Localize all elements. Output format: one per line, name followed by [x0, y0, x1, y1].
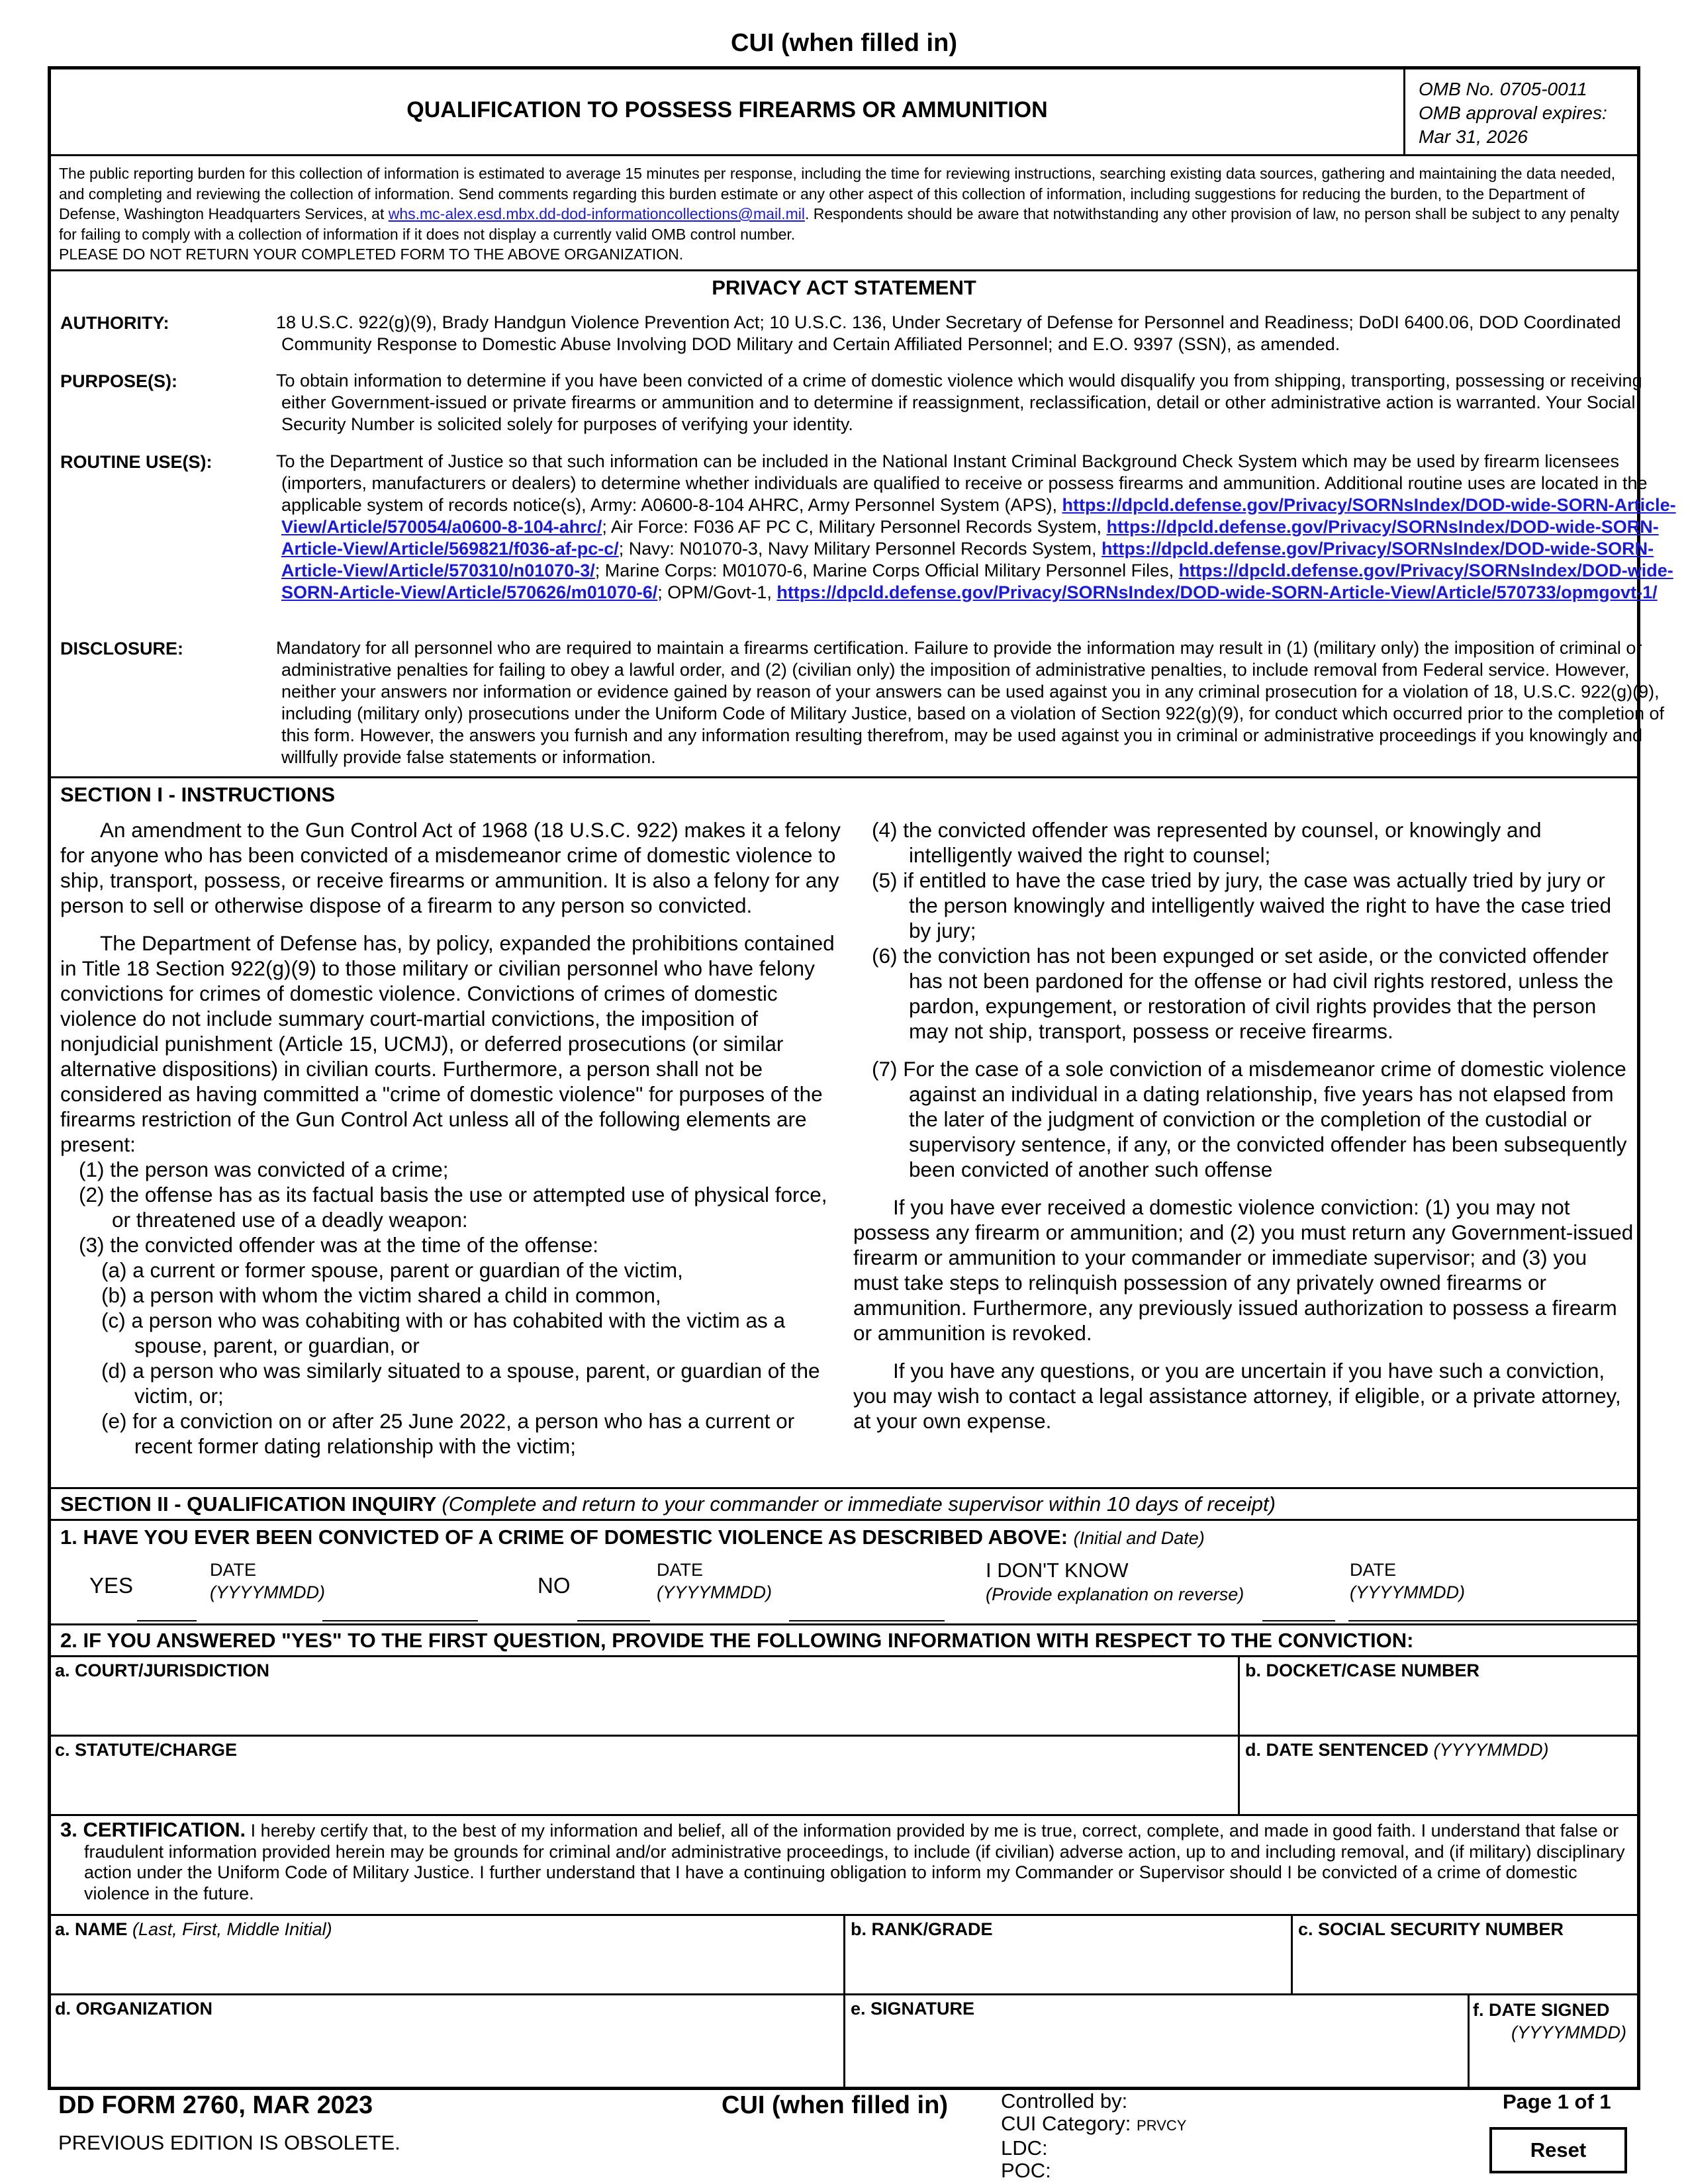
divider [1291, 1914, 1293, 1993]
certification-statement: 3. CERTIFICATION. I hereby certify that, to the best of my information and belief, all of the information provided by me is true, correct, complete, and made in good faith. I understand that false or fraudulent information provided herein may be grounds for criminal and/or administrative proceedings, to include (if civilian) adverse action, up to and including removal, and (if military) disciplinary action under the Uniform Code of Military Justice. I further understand that I have a continuing obligation to inform my Commander or Supervisor should I be convicted of a crime of domestic violence in the future. [60, 1818, 1625, 1903]
sorn-link-marine-corps[interactable]: https://dpcld.defense.gov/Privacy/SORNsIndex/DOD-wide-SORN-Article-View/Article/570626/m01070-6/ [281, 561, 1673, 602]
section-2-title: SECTION II - QUALIFICATION INQUIRY (Complete and return to your commander or immediate supervisor within 10 days of receipt) [60, 1492, 1276, 1516]
routine-use-label: ROUTINE USE(S): [60, 452, 212, 472]
page-number: Page 1 of 1 [1503, 2090, 1611, 2113]
instructions-right-column [853, 817, 1638, 1446]
yes-date-line[interactable] [322, 1620, 478, 1621]
authority-text: 18 U.S.C. 922(g)(9), Brady Handgun Violence Prevention Act; 10 U.S.C. 136, Under Secretary of Defense for Personnel and Readiness; DoDI 6400.06, DOD Coordinated Community Response to Domestic Abuse Involving DOD Military and Certain Affiliated Personnel; and E.O. 9397 (SSN), as amended. [276, 312, 1621, 354]
instructions-paragraph: The Department of Defense has, by policy, expanded the prohibitions contained in Title 18 Section 922(g)(9) to those military or civilian personnel who have felony convictions for crimes of domestic violence. Convictions of crimes of domestic violence do not include summary court-martial convictions, the imposition of nonjudicial punishment (Article 15, UCMJ), or deferred prosecutions (or similar alternative dispositions) in civilian courts. Furthermore, a person shall not be considered as having committed a "crime of domestic violence" for purposes of the firearms restriction of the Gun Control Act unless all of the following elements are present: [60, 931, 835, 1156]
date-signed-field[interactable]: f. DATE SIGNED (YYYYMMDD) [1473, 2000, 1626, 2042]
instructions-left-column [60, 817, 845, 1459]
cui-marking-bottom: CUI (when filled in) [722, 2091, 948, 2119]
dont-know-initial-line[interactable] [1262, 1620, 1335, 1621]
element-item: (6) the conviction has not been expunged or set aside, or the convicted offender has not been pardoned for the offense or had civil rights restored, unless the pardon, expungement, or restoration of civil rights provides that the person may not ship, transport, possess or receive firearms. [872, 944, 1614, 1043]
element-subitem: (e) for a conviction on or after 25 June 2022, a person who has a current or recent former dating relationship with the victim; [101, 1409, 795, 1458]
element-item: (3) the convicted offender was at the time of the offense: [79, 1233, 599, 1257]
sorn-link-opm[interactable]: https://dpcld.defense.gov/Privacy/SORNsIndex/DOD-wide-SORN-Article-View/Article/570733/opmgovt-1/ [776, 582, 1658, 602]
sorn-link-army[interactable]: https://dpcld.defense.gov/Privacy/SORNsIndex/DOD-wide-SORN-Article-View/Article/570054/a0600-8-104-ahrc/ [281, 495, 1676, 537]
section-2-note: (Complete and return to your commander or immediate supervisor within 10 days of receipt) [442, 1492, 1276, 1516]
court-jurisdiction-field[interactable]: a. COURT/JURISDICTION [55, 1661, 270, 1680]
element-subitem: (b) a person with whom the victim shared a child in common, [101, 1283, 661, 1307]
divider [51, 269, 1637, 271]
section-1-title: SECTION I - INSTRUCTIONS [60, 783, 336, 806]
element-subitem: (a) a current or former spouse, parent or guardian of the victim, [101, 1258, 683, 1282]
element-item: (5) if entitled to have the case tried by jury, the case was actually tried by jury or the person knowingly and intelligently waived the right to have the case tried by jury; [872, 868, 1612, 942]
element-item: (2) the offense has as its factual basis the use or attempted use of physical force, or threatened use of a deadly weapon: [79, 1183, 827, 1232]
instructions-paragraph: If you have any questions, or you are uncertain if you have such a conviction, you may wish to contact a legal assistance attorney, if eligible, or a private attorney, at your own expense. [853, 1359, 1621, 1433]
omb-expires-label: OMB approval expires: [1419, 103, 1607, 123]
divider [51, 1519, 1637, 1521]
form-frame [48, 66, 1676, 2090]
do-not-return: PLEASE DO NOT RETURN YOUR COMPLETED FORM TO THE ABOVE ORGANIZATION. [59, 246, 684, 263]
divider [51, 1993, 1637, 1995]
no-date-line[interactable] [789, 1620, 945, 1621]
privacy-act-title: PRIVACY ACT STATEMENT [712, 276, 976, 299]
ssn-field[interactable]: c. SOCIAL SECURITY NUMBER [1298, 1919, 1564, 1939]
routine-use-text: To the Department of Justice so that such information can be included in the National Instant Criminal Background Check System which may be used by firearm licensees (importers, manufacturers or dealers) to determine whether individuals are qualified to receive or possess firearms and ammunition. Additional routine uses are located in the applicable system of records notice(s), Army: A0600-8-104 AHRC, Army Personnel System (APS), https://dpcld.defense.gov/Privacy/SORNsIndex/DOD-wide-SORN-Article-View/Article/570054/a0600-8-104-ahrc/; Air Force: F036 AF PC C, Military Personnel Records System, https://dpcld.defense.gov/Privacy/SORNsIndex/DOD-wide-SORN-Article-View/Article/569821/f036-af-pc-c/; Navy: N01070-3, Navy Military Personnel Records System, https://dpcld.defense.gov/Privacy/SORNsIndex/DOD-wide-SORN-Article-View/Article/570310/n01070-3/; Marine Corps: M01070-6, Marine Corps Official Military Personnel Files, https://dpcld.defense.gov/Privacy/SORNsIndex/DOD-wide-SORN-Article-View/Article/570626/m01070-6/; OPM/Govt-1, https://dpcld.defense.gov/Privacy/SORNsIndex/DOD-wide-SORN-Article-View/Article/570733/opmgovt-1/ [276, 451, 1676, 602]
divider [51, 1623, 1637, 1625]
form-title: QUALIFICATION TO POSSESS FIREARMS OR AMMUNITION [406, 97, 1048, 122]
statute-charge-field[interactable]: c. STATUTE/CHARGE [55, 1740, 238, 1760]
controlled-by: Controlled by: [1001, 2089, 1128, 2113]
question-1: 1. HAVE YOU EVER BEEN CONVICTED OF A CRIME OF DOMESTIC VIOLENCE AS DESCRIBED ABOVE: (Initial and Date) [60, 1525, 1205, 1549]
purpose-label: PURPOSE(S): [60, 371, 178, 391]
divider [51, 154, 1637, 156]
organization-field[interactable]: d. ORGANIZATION [55, 1999, 212, 2019]
dont-know-label: I DON'T KNOW (Provide explanation on reverse) [986, 1559, 1244, 1604]
cui-category: CUI Category: PRVCY [1001, 2112, 1187, 2135]
authority-label: AUTHORITY: [60, 313, 169, 333]
omb-expires-date: Mar 31, 2026 [1419, 126, 1528, 147]
sorn-link-air-force[interactable]: https://dpcld.defense.gov/Privacy/SORNsIndex/DOD-wide-SORN-Article-View/Article/569821/f036-af-pc-c/ [281, 517, 1659, 559]
cui-marking-top: CUI (when filled in) [731, 29, 957, 57]
purpose-text: To obtain information to determine if you have been convicted of a crime of domestic violence which would disqualify you from shipping, transporting, possessing or receiving either Government-issued or private firearms or ammunition and to determine if reassignment, reclassification, detail or other administrative action is warranted. Your Social Security Number is solicited solely for purposes of verifying your identity. [276, 371, 1642, 434]
dont-know-date-label: DATE (YYYYMMDD) [1350, 1560, 1465, 1602]
question-1-note: (Initial and Date) [1073, 1528, 1205, 1548]
yes-initial-line[interactable] [137, 1620, 197, 1621]
divider [51, 1655, 1637, 1657]
disclosure-text: Mandatory for all personnel who are required to maintain a firearms certification. Failure to provide the information may result in (1) (military only) the imposition of criminal or administrative penalties for failing to obey a lawful order, and (2) (civilian only) the imposition of administrative penalties, to include removal from Federal service. However, neither your answers nor information or evidence gained by reason of your answers can be used against you in any criminal prosecution for a violation of 18, U.S.C. 922(g)(9), including (military only) prosecutions under the Uniform Code of Military Justice, based on a violation of Section 922(g)(9), for conduct which occurred prior to the completion of this form. However, the answers you furnish and any information resulting therefrom, may be used against you in criminal or administrative proceedings if you knowingly and willfully provide false statements or information. [276, 638, 1665, 767]
form-number: DD FORM 2760, MAR 2023 [58, 2091, 373, 2119]
divider [843, 1914, 845, 2090]
no-label: NO [538, 1573, 571, 1598]
omb-block [1419, 77, 1607, 149]
element-item: (7) For the case of a sole conviction of a misdemeanor crime of domestic violence against an individual in a dating relationship, five years has not elapsed from the later of the judgment of conviction or the completion of the custodial or supervisory sentence, if any, or the convicted offender has been subsequently been convicted of another such offense [872, 1057, 1627, 1181]
instructions-paragraph: If you have ever received a domestic violence conviction: (1) you may not possess any firearm or ammunition; and (2) you must return any Government-issued firearm or ammunition to your commander or immediate supervisor; and (3) you must take steps to relinquish possession of any privately owned firearms or ammunition. Furthermore, any previously issued authorization to possess a firearm or ammunition is revoked. [853, 1195, 1634, 1345]
divider [1468, 1993, 1470, 2090]
cui-controls [1001, 2090, 1186, 2182]
poc: POC: [1001, 2159, 1051, 2182]
no-date-label: DATE (YYYYMMDD) [657, 1560, 772, 1602]
disclosure-label: DISCLOSURE: [60, 639, 184, 659]
sorn-link-navy[interactable]: https://dpcld.defense.gov/Privacy/SORNsIndex/DOD-wide-SORN-Article-View/Article/570310/n01070-3/ [281, 539, 1654, 580]
docket-case-number-field[interactable]: b. DOCKET/CASE NUMBER [1245, 1661, 1480, 1680]
divider [51, 1487, 1637, 1489]
instructions-paragraph: An amendment to the Gun Control Act of 1968 (18 U.S.C. 922) makes it a felony for anyone who has been convicted of a misdemeanor crime of domestic violence to ship, transport, possess, or receive firearms or ammunition. It is also a felony for any person to sell or otherwise dispose of a firearm to any person so convicted. [60, 818, 841, 917]
date-sentenced-field[interactable]: d. DATE SENTENCED (YYYYMMDD) [1245, 1740, 1549, 1760]
ldc: LDC: [1001, 2136, 1048, 2160]
burden-statement: The public reporting burden for this collection of information is estimated to average 15 minutes per response, including the time for reviewing instructions, searching existing data sources, gathering and maintaining the data needed, and completing and reviewing the collection of information. Send comments regarding this burden estimate or any other aspect of this collection of information, including suggestions for reducing the burden, to the Department of Defense, Washington Headquarters Services, at whs.mc-alex.esd.mbx.dd-dod-informationcollections@mail.mil. Respondents should be aware that notwithstanding any other provision of law, no person shall be subject to any penalty for failing to comply with a collection of information if it does not display a currently valid OMB control number. PLEASE DO NOT RETURN YOUR COMPLETED FORM TO THE ABOVE ORGANIZATION. [59, 165, 1619, 263]
rank-grade-field[interactable]: b. RANK/GRADE [851, 1919, 993, 1939]
element-item: (1) the person was convicted of a crime; [79, 1158, 449, 1181]
element-item: (4) the convicted offender was represented by counsel, or knowingly and intelligently waived the right to counsel; [872, 818, 1542, 867]
signature-field[interactable]: e. SIGNATURE [851, 1999, 975, 2019]
divider [51, 776, 1637, 778]
yes-date-label: DATE (YYYYMMDD) [210, 1560, 325, 1602]
question-2: 2. IF YOU ANSWERED "YES" TO THE FIRST QUESTION, PROVIDE THE FOLLOWING INFORMATION WITH RESPECT TO THE CONVICTION: [60, 1629, 1414, 1652]
name-field[interactable]: a. NAME (Last, First, Middle Initial) [55, 1919, 332, 1939]
dont-know-date-line[interactable] [1348, 1620, 1640, 1621]
divider [51, 1735, 1637, 1737]
element-subitem: (d) a person who was similarly situated to a spouse, parent, or guardian of the victim, or; [101, 1359, 820, 1408]
burden-email-link[interactable]: whs.mc-alex.esd.mbx.dd-dod-informationcollections@mail.mil [388, 205, 805, 222]
previous-edition-note: PREVIOUS EDITION IS OBSOLETE. [58, 2131, 400, 2154]
reset-button[interactable]: Reset [1489, 2127, 1627, 2173]
yes-label: YES [89, 1573, 134, 1598]
element-subitem: (c) a person who was cohabiting with or has cohabited with the victim as a spouse, parent, or guardian, or [101, 1308, 786, 1357]
omb-divider [1403, 69, 1405, 154]
no-initial-line[interactable] [577, 1620, 650, 1621]
divider [51, 1814, 1637, 1816]
omb-number: OMB No. 0705-0011 [1419, 79, 1587, 99]
